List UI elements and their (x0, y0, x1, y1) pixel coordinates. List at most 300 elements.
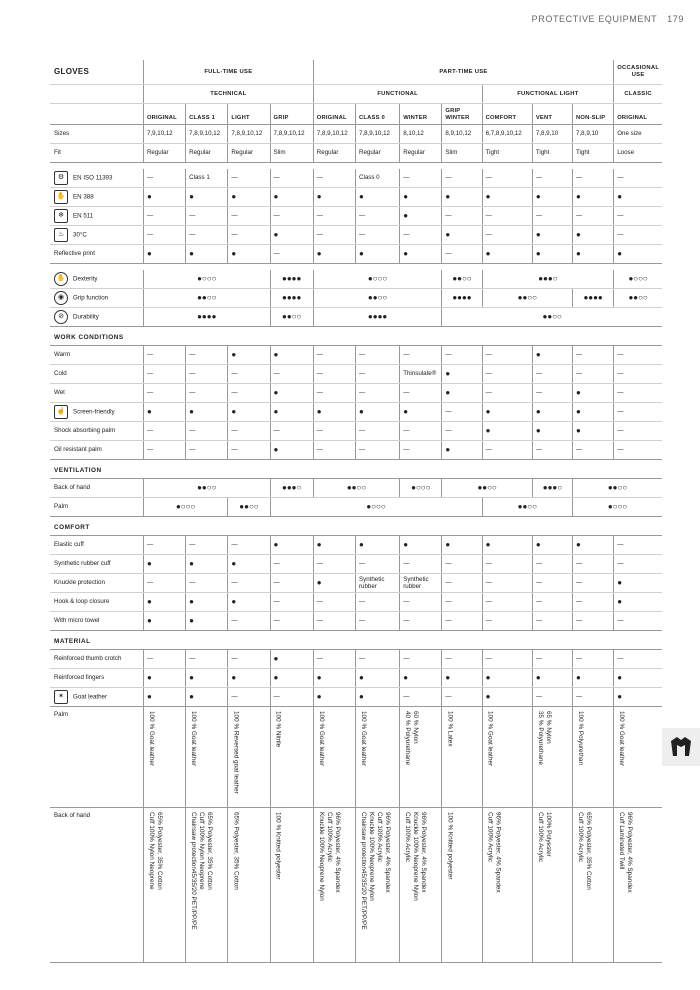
table-cell: — (143, 225, 185, 244)
table-cell: One size (614, 124, 662, 143)
column-header: VENT (532, 103, 572, 124)
table-cell: ● (614, 573, 662, 592)
table-cell: ● (228, 244, 270, 263)
table-cell: ● (400, 535, 442, 554)
column-header: ORIGINAL (614, 103, 662, 124)
table-cell: ● (400, 244, 442, 263)
table-cell: Class 1 (186, 169, 228, 188)
table-cell: — (573, 687, 614, 706)
table-cell: ● (442, 187, 482, 206)
grip-icon: ◉ (54, 291, 68, 305)
material-text: 96% Polyester, 4% Spandex Cuff Laminated Twill (618, 811, 634, 893)
table-cell: ● (400, 402, 442, 421)
page-number: 179 (667, 14, 684, 24)
material-text: 100 % Goat leather (359, 710, 367, 766)
table-row (50, 383, 662, 402)
table-cell: Synthetic rubber (400, 573, 442, 592)
table-cell: — (614, 364, 662, 383)
table-cell: ● (186, 687, 228, 706)
table-cell: ● (143, 668, 185, 687)
table-cell: ● (614, 187, 662, 206)
table-cell: — (186, 573, 228, 592)
table-cell: — (143, 649, 185, 668)
material-text: 100 % Goat leather (190, 710, 198, 766)
table-cell: — (532, 364, 572, 383)
table-cell: — (270, 554, 313, 573)
table-cell: ● (400, 187, 442, 206)
table-cell: — (143, 440, 185, 459)
table-cell: — (355, 345, 399, 364)
table-cell: 7,8,9,10,12 (228, 124, 270, 143)
table-cell: ● (482, 687, 532, 706)
table-cell: — (614, 206, 662, 225)
table-cell: — (400, 687, 442, 706)
table-cell: — (228, 573, 270, 592)
table-cell: — (355, 440, 399, 459)
group-parttime: PART-TIME USE (313, 60, 613, 84)
material-text: 96% Polyester, 4% Spandex Cuff 100% Acrylic Knuckle 100% Neoprene Nylon Chainsaw protection45/35/20 PET/PP/PE (359, 811, 391, 930)
table-cell: ● (400, 668, 442, 687)
table-cell: — (614, 611, 662, 630)
table-cell: ● (355, 402, 399, 421)
table-cell: — (143, 206, 185, 225)
table-cell: — (614, 421, 662, 440)
table-cell: — (228, 440, 270, 459)
table-cell: ● (532, 421, 572, 440)
table-cell: ● (313, 668, 355, 687)
column-header: CLASS 1 (186, 103, 228, 124)
table-cell: ● (228, 345, 270, 364)
table-row (50, 592, 662, 611)
table-cell: — (532, 573, 572, 592)
table-cell: ● (614, 592, 662, 611)
table-cell: ● (532, 345, 572, 364)
table-cell: — (143, 573, 185, 592)
material-text: 100 % Goat leather (486, 710, 494, 766)
table-cell: — (400, 649, 442, 668)
table-cell: ● (573, 244, 614, 263)
row-label: Elastic cuff (54, 541, 84, 548)
table-cell: — (614, 554, 662, 573)
table-cell: ● (442, 225, 482, 244)
rating-grip: ◉ Grip function ●●○○ ●●●● ●●○○ ●●●● ●●○○ ●●●● ●●○○ (50, 288, 662, 307)
table-cell: — (270, 169, 313, 188)
table-cell: — (186, 440, 228, 459)
table-cell: — (442, 592, 482, 611)
table-row (50, 364, 662, 383)
table-cell: — (482, 383, 532, 402)
section-title: PROTECTIVE EQUIPMENT (531, 14, 658, 24)
table-cell: ● (355, 668, 399, 687)
table-cell: — (482, 554, 532, 573)
row-label: Cold (54, 370, 67, 377)
table-cell: ● (186, 554, 228, 573)
table-cell: — (400, 225, 442, 244)
table-cell: ● (143, 592, 185, 611)
table-cell: — (442, 554, 482, 573)
table-cell: ● (573, 421, 614, 440)
table-cell: ● (143, 687, 185, 706)
table-cell: ● (270, 383, 313, 402)
table-cell: — (355, 611, 399, 630)
table-cell: ● (228, 187, 270, 206)
table-cell: ● (228, 554, 270, 573)
table-cell: ● (482, 668, 532, 687)
table-cell: ● (186, 611, 228, 630)
table-cell: — (228, 206, 270, 225)
sizes-label: Sizes (50, 124, 143, 143)
table-cell: — (186, 535, 228, 554)
table-cell: — (482, 592, 532, 611)
table-cell: ● (186, 244, 228, 263)
row-label: Reflective print (54, 250, 95, 257)
material-text: 100 % Nitrile (274, 710, 282, 747)
durability-icon: ⊘ (54, 310, 68, 324)
table-cell: Regular (143, 143, 185, 162)
table-cell: ● (355, 244, 399, 263)
table-cell: Tight (482, 143, 532, 162)
table-title: GLOVES (50, 60, 143, 84)
table-cell: — (400, 169, 442, 188)
vent-palm-row: Palm ●○○○ ●●○○ ●○○○ ●●○○ ●○○○ (50, 497, 662, 516)
table-cell: Regular (186, 143, 228, 162)
row-label: Oil resistant palm (54, 446, 102, 453)
table-cell: — (482, 611, 532, 630)
table-cell: — (442, 611, 482, 630)
table-cell: — (532, 687, 572, 706)
table-cell: — (532, 649, 572, 668)
table-cell: — (400, 554, 442, 573)
table-cell: ● (532, 402, 572, 421)
table-cell: — (186, 421, 228, 440)
table-row (50, 169, 662, 188)
table-cell: — (270, 206, 313, 225)
table-cell: — (228, 687, 270, 706)
table-cell: — (614, 440, 662, 459)
row-label: Warm (54, 351, 71, 358)
cold-icon: ❄ (54, 209, 68, 223)
table-cell: — (313, 421, 355, 440)
work-conditions-heading: WORK CONDITIONS (50, 326, 662, 345)
table-cell: ● (442, 440, 482, 459)
column-header: WINTER (400, 103, 442, 124)
goat-icon: ✶ (54, 690, 68, 704)
table-cell: — (573, 611, 614, 630)
material-text: 100 % Latex (446, 710, 454, 747)
table-cell: 7,8,9,10 (532, 124, 572, 143)
table-cell: — (186, 225, 228, 244)
gloves-table (50, 60, 662, 963)
table-cell: 8,10,12 (400, 124, 442, 143)
table-cell: — (355, 383, 399, 402)
rating-dexterity: ✋ Dexterity ●○○○ ●●●● ●○○○ ●●○○ ●●●○ ●○○○ (50, 270, 662, 289)
table-cell: ● (532, 244, 572, 263)
table-cell: ● (614, 687, 662, 706)
table-cell: — (573, 345, 614, 364)
column-header: NON-SLIP (573, 103, 614, 124)
table-cell: — (482, 169, 532, 188)
table-cell: ● (532, 225, 572, 244)
row-label: EN 388 (73, 193, 94, 201)
table-row (50, 206, 662, 225)
table-cell: — (228, 535, 270, 554)
material-text: 65% Polyester, 35% Cotton Cuff 100% Acrylic (577, 811, 592, 890)
table-cell: ● (228, 668, 270, 687)
table-cell: ● (313, 535, 355, 554)
table-cell: — (313, 592, 355, 611)
table-cell: — (532, 554, 572, 573)
table-cell: — (482, 225, 532, 244)
table-cell: — (482, 345, 532, 364)
back-material-label: Back of hand (50, 807, 143, 962)
material-text: 65% Polyester, 35% Cotton (232, 811, 240, 890)
table-cell: — (442, 402, 482, 421)
table-cell: Tight (573, 143, 614, 162)
subgroup-functional: FUNCTIONAL (313, 84, 482, 103)
table-row (50, 573, 662, 592)
table-cell: — (573, 206, 614, 225)
table-cell: — (313, 225, 355, 244)
table-cell: 6,7,8,9,10,12 (482, 124, 532, 143)
table-cell: ● (313, 244, 355, 263)
table-cell: ● (532, 668, 572, 687)
table-cell: — (614, 169, 662, 188)
table-row (50, 554, 662, 573)
material-text: 100 % Knitted polyester (274, 811, 282, 879)
table-cell: — (573, 169, 614, 188)
column-header: COMFORT (482, 103, 532, 124)
table-cell: Class 0 (355, 169, 399, 188)
table-cell: — (270, 244, 313, 263)
table-row (50, 611, 662, 630)
table-cell: — (573, 649, 614, 668)
vent-back-row: Back of hand ●●○○ ●●●○ ●●○○ ●○○○ ●●○○ ●●●○ ●●○○ (50, 478, 662, 497)
table-cell: ● (270, 345, 313, 364)
table-cell: — (143, 421, 185, 440)
row-label: EN 511 (73, 212, 94, 220)
table-cell: ● (573, 402, 614, 421)
material-text: 100 % Goat leather (147, 710, 155, 766)
table-cell: — (270, 687, 313, 706)
row-label: Wet (54, 389, 65, 396)
row-label: 30°C (73, 231, 87, 239)
table-cell: ● (532, 187, 572, 206)
table-row (50, 345, 662, 364)
table-cell: — (270, 573, 313, 592)
table-cell: Regular (400, 143, 442, 162)
table-cell: 7,8,9,10 (573, 124, 614, 143)
row-label: Screen-friendly (73, 408, 115, 416)
table-cell: ● (313, 402, 355, 421)
table-cell: — (442, 244, 482, 263)
table-cell: — (532, 592, 572, 611)
table-cell: ● (313, 573, 355, 592)
subgroup-classic: CLASSIC (614, 84, 662, 103)
table-cell: ● (482, 187, 532, 206)
table-cell: ● (270, 668, 313, 687)
table-cell: — (573, 592, 614, 611)
table-cell: — (143, 383, 185, 402)
table-cell: — (614, 649, 662, 668)
table-cell: — (482, 649, 532, 668)
column-header: ORIGINAL (143, 103, 185, 124)
chainsaw-icon: ⚙ (54, 171, 68, 185)
table-cell: ● (614, 244, 662, 263)
table-cell: ● (186, 668, 228, 687)
table-cell: ● (573, 225, 614, 244)
table-cell: ● (573, 535, 614, 554)
table-cell: — (614, 402, 662, 421)
table-cell: — (614, 345, 662, 364)
material-text: 96% Polyester, 4% Spandex Knuckle 100% Neoprene Nylon Cuff 100% Acrylic (404, 811, 428, 901)
comfort-heading: COMFORT (50, 516, 662, 535)
table-cell: — (614, 535, 662, 554)
material-heading: MATERIAL (50, 630, 662, 649)
table-cell: Regular (355, 143, 399, 162)
table-cell: ● (532, 535, 572, 554)
touch-icon: ☝ (54, 405, 68, 419)
table-cell: — (228, 364, 270, 383)
table-cell: ● (143, 611, 185, 630)
row-label: EN ISO 11393 (73, 174, 113, 182)
table-cell: 7,8,9,10,12 (313, 124, 355, 143)
table-cell: ● (442, 364, 482, 383)
table-cell: 7,9,10,12 (143, 124, 185, 143)
table-cell: — (313, 383, 355, 402)
table-cell: ● (186, 592, 228, 611)
table-cell: Tight (532, 143, 572, 162)
material-text: 96% Polyester, 4% Spandex Cuff 100% Acrylic (486, 811, 502, 893)
row-label: Knuckle protection (54, 579, 105, 586)
material-text: 65% Polyester, 35% Cotton Cuff 100% Nylon Neoprene Chainsaw protection45/35/20 PET/PP/PE (190, 811, 214, 930)
table-cell: ● (143, 554, 185, 573)
table-cell: ● (313, 687, 355, 706)
table-cell: — (614, 225, 662, 244)
table-cell: ● (355, 535, 399, 554)
table-cell: — (400, 592, 442, 611)
table-cell: ● (614, 668, 662, 687)
table-cell: ● (270, 225, 313, 244)
table-row (50, 244, 662, 263)
material-text: 100 % Goat leather (317, 710, 325, 766)
table-cell: — (270, 611, 313, 630)
table-cell: — (355, 364, 399, 383)
table-cell: — (400, 421, 442, 440)
table-cell: ● (355, 687, 399, 706)
group-fulltime: FULL-TIME USE (143, 60, 313, 84)
column-header: GRIP (270, 103, 313, 124)
table-cell: — (355, 225, 399, 244)
table-row (50, 687, 662, 706)
table-cell: — (313, 440, 355, 459)
dexterity-icon: ✋ (54, 272, 68, 286)
material-text: 100 % Polyurethan (577, 710, 584, 765)
table-cell: — (355, 649, 399, 668)
material-text: 65% Polyester, 35% Cotton Cuff 100% Nylon Neoprene (147, 811, 163, 890)
material-text: 100% Polyester Cuff 100% Acrylic (536, 811, 552, 862)
table-row (50, 668, 662, 687)
table-cell: — (186, 383, 228, 402)
table-cell: — (400, 383, 442, 402)
table-cell: — (355, 206, 399, 225)
column-header: GRIP WINTER (442, 103, 482, 124)
table-cell: Slim (442, 143, 482, 162)
table-cell: 7,8,9,10,12 (270, 124, 313, 143)
table-cell: Regular (228, 143, 270, 162)
table-cell: — (400, 345, 442, 364)
palm-material-label: Palm (50, 706, 143, 807)
table-cell: ● (270, 649, 313, 668)
table-cell: ● (573, 383, 614, 402)
page-header (532, 14, 684, 24)
table-cell: ● (442, 383, 482, 402)
column-header: LIGHT (228, 103, 270, 124)
table-cell: Slim (270, 143, 313, 162)
table-cell: — (442, 421, 482, 440)
material-text: 100 % Knitted polyester (446, 811, 454, 879)
table-cell: ● (270, 440, 313, 459)
table-cell: — (313, 206, 355, 225)
material-text: 100 % Goat leather (618, 710, 626, 766)
subgroup-functional-light: FUNCTIONAL LIGHT (482, 84, 614, 103)
table-cell: — (355, 554, 399, 573)
table-row (50, 421, 662, 440)
table-cell: — (573, 440, 614, 459)
table-cell: Thinsulate® (400, 364, 442, 383)
material-text: 65 % Nylon 35 % Polyurethane (536, 710, 552, 765)
table-cell: — (573, 554, 614, 573)
table-row (50, 187, 662, 206)
table-cell: — (355, 592, 399, 611)
table-cell: — (482, 573, 532, 592)
table-cell: — (186, 345, 228, 364)
table-cell: — (313, 649, 355, 668)
table-cell: — (482, 440, 532, 459)
table-cell: ● (270, 402, 313, 421)
table-cell: — (482, 206, 532, 225)
table-cell: — (313, 554, 355, 573)
table-cell: — (228, 421, 270, 440)
table-cell: — (228, 611, 270, 630)
table-cell: — (442, 687, 482, 706)
row-label: Goat leather (73, 693, 108, 701)
table-cell: — (143, 364, 185, 383)
row-label: Reinforced thumb crotch (54, 655, 122, 662)
table-row (50, 402, 662, 421)
row-label: Hook & loop closure (54, 598, 110, 605)
table-row (50, 649, 662, 668)
table-cell: — (442, 573, 482, 592)
table-cell: — (228, 383, 270, 402)
table-cell: ● (355, 187, 399, 206)
table-cell: — (532, 206, 572, 225)
table-cell: ● (143, 187, 185, 206)
table-cell: — (228, 649, 270, 668)
table-cell: 8,9,10,12 (442, 124, 482, 143)
table-cell: — (573, 364, 614, 383)
row-label: Shock absorbing palm (54, 427, 116, 434)
table-cell: — (143, 169, 185, 188)
table-cell: — (270, 364, 313, 383)
wash-icon: ♨ (54, 228, 68, 242)
table-cell: Loose (614, 143, 662, 162)
table-cell: — (442, 345, 482, 364)
row-label: Reinforced fingers (54, 674, 105, 681)
subgroup-technical: TECHNICAL (143, 84, 313, 103)
table-cell: ● (573, 668, 614, 687)
table-cell: — (442, 169, 482, 188)
table-cell: — (313, 611, 355, 630)
